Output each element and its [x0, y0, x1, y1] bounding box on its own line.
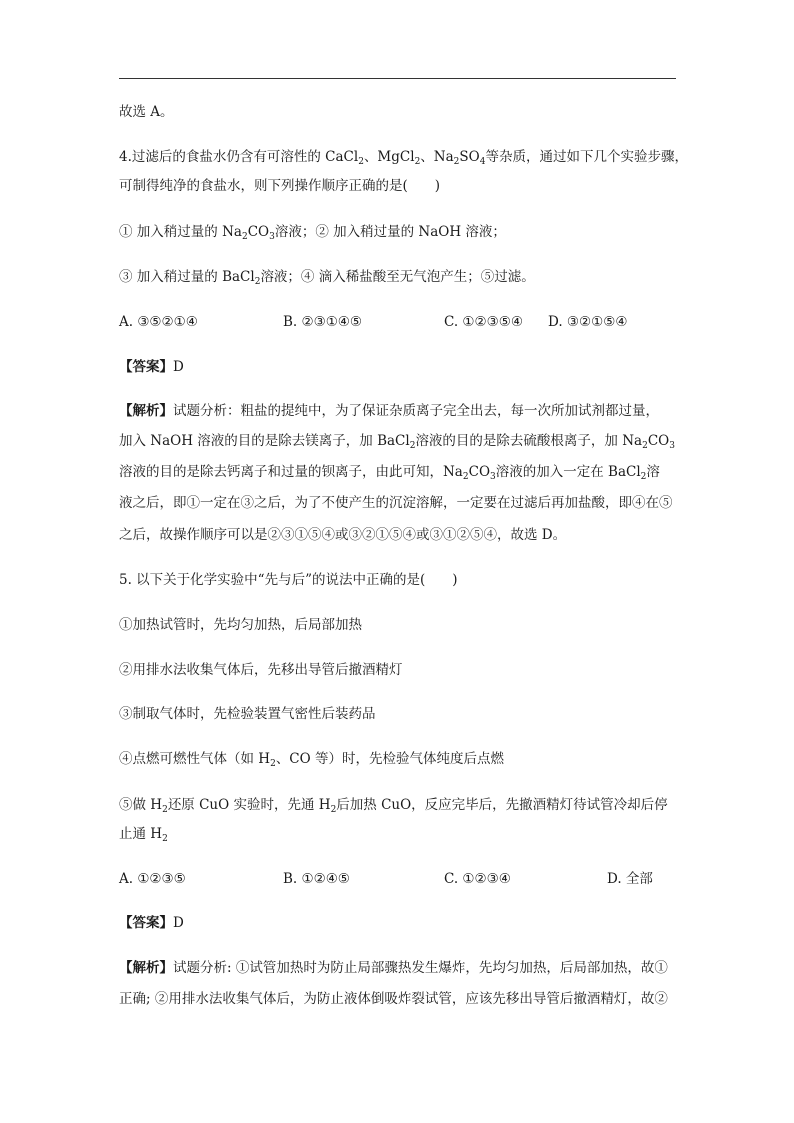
q5-item-4: ④点燃可燃性气体（如 $H_2$、CO 等）时，先检验气体纯度后点燃 — [119, 751, 505, 769]
q5-analysis-line-1: 【解析】试题分析: ①试管加热时为防止局部骤热发生爆炸，先均匀加热，后局部加热，故① — [119, 960, 668, 976]
q4-stem-line-2: 可制得纯净的食盐水，则下列操作顺序正确的是( ) — [119, 178, 441, 194]
q4-option-c: C. ①②③⑤④ — [444, 314, 523, 330]
q5-item-2: ②用排水法收集气体后，先移出导管后撤酒精灯 — [119, 662, 403, 678]
q4-analysis-line-1: 【解析】试题分析：粗盐的提纯中，为了保证杂质离子完全出去，每一次所加试剂都过量， — [119, 403, 659, 419]
q5-item-3: ③制取气体时，先检验装置气密性后装药品 — [119, 706, 376, 722]
q4-step-line-2: ③ 加入稍过量的 BaCl$_2$溶液；④ 滴入稀盐酸至无气泡产生；⑤过滤。 — [119, 269, 535, 287]
q4-option-a: A. ③⑤②①④ — [119, 314, 198, 330]
q4-analysis-line-2: 加入 NaOH 溶液的目的是除去镁离子，加 BaCl$_2$溶液的目的是除去硫酸根离子，加 $Na_2CO_3$ — [119, 433, 675, 451]
q4-analysis-line-4: 液之后，即①一定在③之后，为了不使产生的沉淀溶解，一定要在过滤后再加盐酸，即④在⑤ — [119, 495, 673, 511]
header-rule — [119, 78, 676, 79]
q5-option-a: A. ①②③⑤ — [119, 871, 186, 887]
q4-answer: 【答案】D — [119, 359, 184, 375]
q5-option-b: B. ①②④⑤ — [283, 871, 350, 887]
intro-line: 故选 A。 — [119, 104, 174, 120]
q5-item-1: ①加热试管时，先均匀加热，后局部加热 — [119, 617, 362, 633]
q5-item-5-line-1: ⑤做 $H_2$还原 CuO 实验时，先通 $H_2$后加热 CuO，反应完毕后，先撤酒精灯待试管冷却后停 — [119, 797, 668, 815]
q4-option-d: D. ③②①⑤④ — [548, 314, 628, 330]
q4-option-b: B. ②③①④⑤ — [283, 314, 363, 330]
q4-stem-line-1: 4.过滤后的食盐水仍含有可溶性的 CaCl$_2$、MgCl$_2$、$Na_2SO_4$等杂质，通过如下几个实验步骤， — [119, 149, 688, 167]
q5-analysis-line-2: 正确; ②用排水法收集气体后，为防止液体倒吸炸裂试管，应该先移出导管后撤酒精灯，故② — [119, 991, 668, 1007]
q4-analysis-line-5: 之后，故操作顺序可以是②③①⑤④或③②①⑤④或③①②⑤④，故选 D。 — [119, 527, 567, 543]
q4-analysis-line-3: 溶液的目的是除去钙离子和过量的钡离子，由此可知，$Na_2CO_3$溶液的加入一定在 BaCl$_2$溶 — [119, 464, 660, 482]
q5-answer: 【答案】D — [119, 915, 184, 931]
q5-option-c: C. ①②③④ — [444, 871, 511, 887]
q5-option-d: D. 全部 — [607, 871, 653, 887]
q5-stem: 5. 以下关于化学实验中“先与后”的说法中正确的是( ) — [119, 572, 458, 588]
q4-step-line-1: ① 加入稍过量的 $Na_2CO_3$溶液；② 加入稍过量的 NaOH 溶液； — [119, 224, 506, 242]
q5-item-5-line-2: 止通 $H_2$ — [119, 826, 168, 844]
